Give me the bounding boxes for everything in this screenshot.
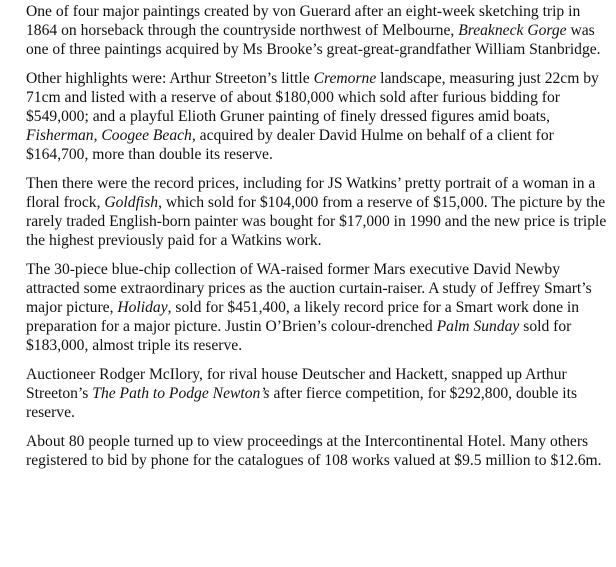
artwork-title: Palm Sunday: [436, 318, 520, 335]
text-run: acquired by dealer David Hulme on behalf of a client for $164,700, more than double its reserve.: [26, 127, 554, 163]
text-run: The 30-piece blue-chip collection of WA-raised former Mars executive David Newby attracted some extraordinary prices as the auction curtain-raiser. A study of Jeffrey Smart’s major picture,: [26, 261, 592, 316]
text-run: One of four major paintings created by von Guerard after an eight-week sketching trip in 1864 on horseback through the countryside northwest of Melbourne,: [26, 3, 581, 39]
artwork-title: Fisherman, Coogee Beach,: [26, 127, 196, 144]
artwork-title: Goldfish: [104, 194, 159, 211]
text-run: , sold for $451,400, a likely record price for a Smart work done in preparation for a major picture. Justin O’Brien’s colour-drenched: [26, 299, 580, 335]
text-run: landscape, measuring just 22cm by 71cm and listed with a reserve of about $180,000 which sold after furious bidding for $549,000; and a playful Elioth Gruner painting of finely dressed figures amid boats,: [26, 70, 599, 125]
text-run: sold for $183,000, almost triple its reserve.: [26, 318, 572, 354]
text-run: after fierce competition, for $292,800, double its reserve.: [26, 385, 578, 421]
artwork-title: Cremorne: [313, 70, 377, 87]
paragraph-breakneck-gorge: [26, 2, 610, 59]
text-run: About 80 people turned up to view proceedings at the Intercontinental Hotel. Many others registered to bid by phone for the catalogues of 108 works valued at $9.5 million to $12.6m.: [26, 433, 602, 469]
paragraph-auctioneer: [26, 365, 610, 422]
paragraph-attendance: [26, 432, 610, 470]
text-run: was one of three paintings acquired by Ms Brooke’s great-great-grandfather William Stanbridge.: [26, 22, 601, 58]
paragraph-newby-collection: [26, 260, 610, 355]
artwork-title: Breakneck Gorge: [458, 22, 567, 39]
paragraph-record-prices: [26, 174, 610, 250]
artwork-title: Holiday: [117, 299, 168, 316]
text-run: Auctioneer Rodger McIlory, for rival house Deutscher and Hackett, snapped up Arthur Streeton’s: [26, 366, 567, 402]
text-run: Then there were the record prices, including for JS Watkins’ pretty portrait of a woman in a floral frock,: [26, 175, 596, 211]
text-run: , which sold for $104,000 from a reserve of $15,000. The picture by the rarely traded English-born painter was bought for $17,000 in 1990 and the new price is triple the highest previously paid for a Watkins work.: [26, 194, 607, 249]
artwork-title: The Path to Podge Newton’s: [92, 385, 270, 402]
text-run: Other highlights were: Arthur Streeton’s little: [26, 70, 314, 87]
paragraph-other-highlights: [26, 69, 610, 164]
